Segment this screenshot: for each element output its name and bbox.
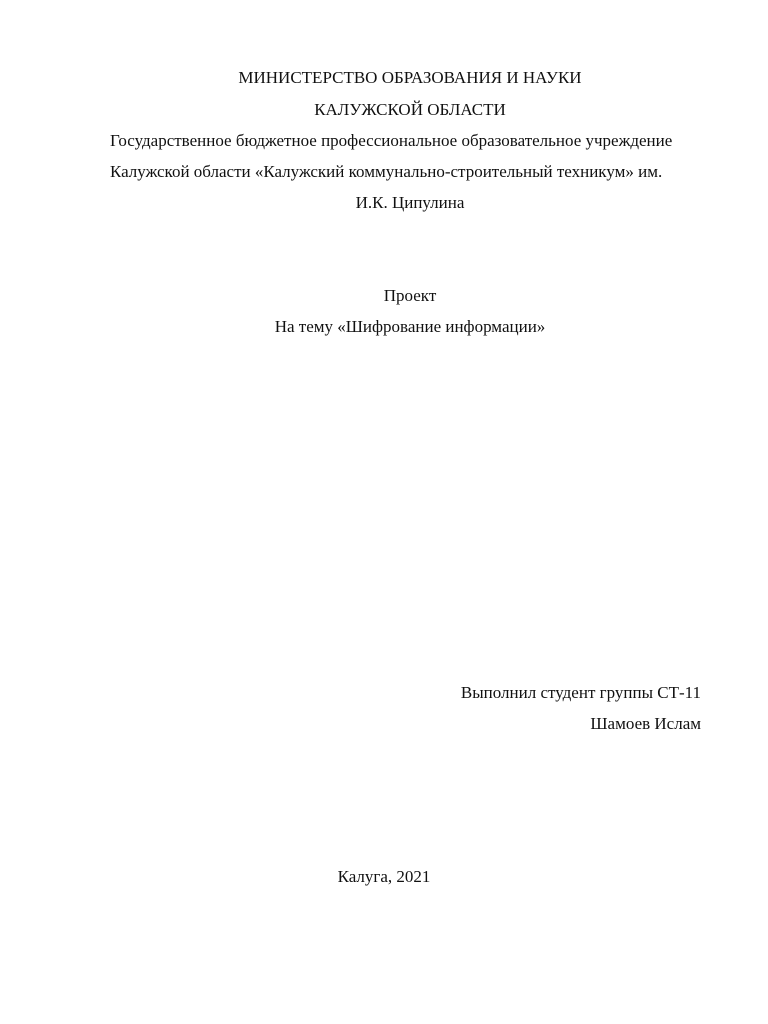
city-year: Калуга, 2021 [337,867,431,886]
ministry-heading-line-2: КАЛУЖСКОЙ ОБЛАСТИ [314,100,506,119]
performed-by: Выполнил студент группы СТ-11 [460,683,701,702]
document-topic: На тему «Шифрование информации» [274,317,546,336]
institution-line-2: Калужской области «Калужский коммунально-строительный техникум» им. [110,162,663,181]
ministry-heading-line-1: МИНИСТЕРСТВО ОБРАЗОВАНИЯ И НАУКИ [238,68,582,87]
author-name: Шамоев Ислам [590,714,701,733]
document-type: Проект [383,286,437,305]
institution-line-1: Государственное бюджетное профессиональное образовательное учреждение [110,131,673,150]
institution-line-3: И.К. Ципулина [355,193,465,212]
